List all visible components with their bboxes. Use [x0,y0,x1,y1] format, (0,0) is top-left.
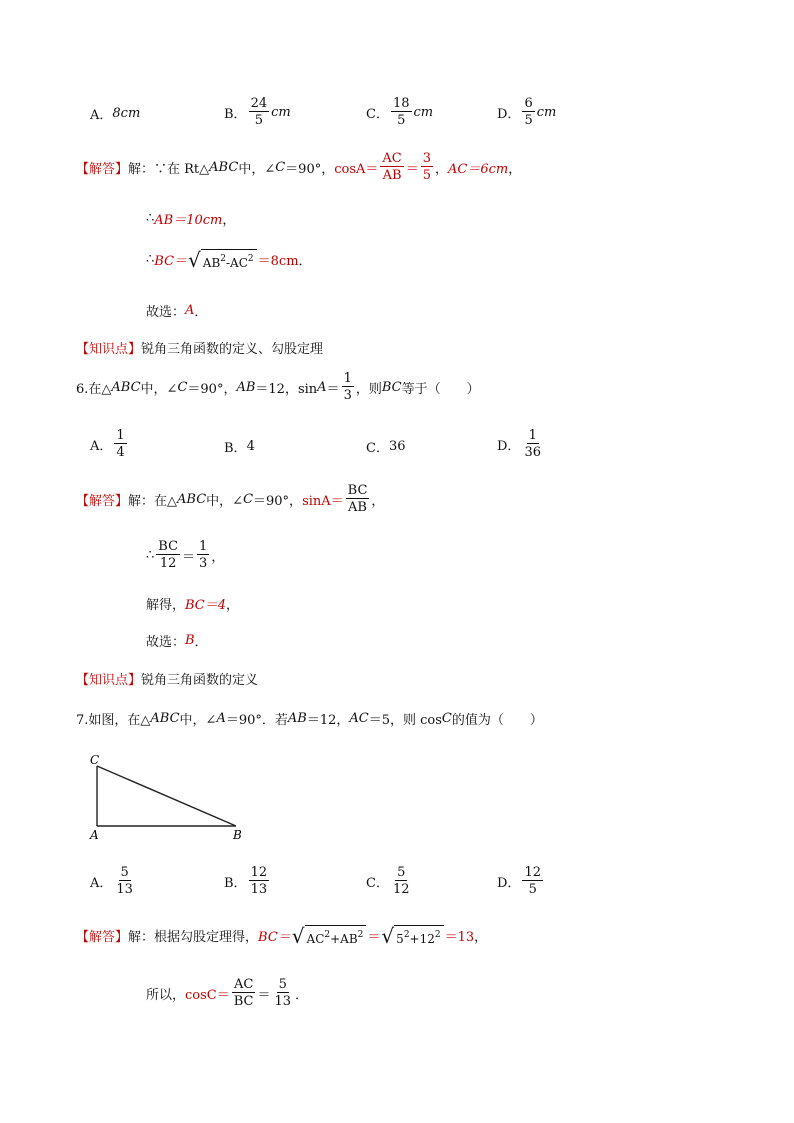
option-letter: C． [366,875,389,891]
fraction: $\frac{3}{5}$ [422,151,432,183]
q7-option-a[interactable] [90,866,137,896]
q6-stem [76,372,480,402]
text: ＝90°， [285,161,335,177]
text: ， [226,598,240,613]
text: ＝ [182,549,196,565]
option-letter: D． [497,875,521,891]
solution-tag: 【解答】 [76,161,129,177]
option-letter: D． [497,106,521,122]
q7-option-b[interactable] [224,866,271,896]
option-letter: D． [497,438,521,454]
q7-option-c[interactable] [366,866,414,896]
option-fraction: $\frac{18}{5}$ [392,96,410,128]
text: BC＝ [154,254,188,269]
text: cosC＝ [185,987,230,1003]
text: ． [194,635,208,650]
q5-option-b[interactable] [224,97,291,127]
text: ． [194,305,208,320]
text: 中，∠ [206,493,244,509]
text: ＝90°， [253,493,303,509]
text: cosA＝ [334,161,379,177]
q6-knowledge-point [76,669,258,688]
text: ＝12，sin [255,381,318,397]
vertex-label-a: A [90,828,99,842]
text: ， [474,930,488,945]
option-letter: B． [224,875,247,891]
solution-tag: 【解答】 [76,930,129,945]
fraction: $\frac{BC}{AB}$ [347,483,368,515]
q5-knowledge-point [76,338,323,357]
fraction: $\frac{5}{13}$ [274,977,292,1009]
text: C [243,491,254,507]
vertex-label-b: B [233,828,242,842]
text: ABC [150,711,180,726]
text: A [185,303,195,318]
text: ＝90°．若 [225,713,288,728]
text: ， [508,161,522,177]
option-letter: A． [90,438,113,454]
text: BC [381,379,402,395]
text: B [185,633,195,648]
option-fraction: $\frac{5}{13}$ [116,865,133,897]
q5-solution-line-2 [146,209,235,228]
q6-solution-line-1 [76,484,384,514]
text: C [275,159,286,175]
option-value: 36 [388,439,406,454]
text: 解：在△ [128,493,178,509]
option-fraction: $\frac{1}{4}$ [116,428,125,460]
text: AC [349,711,369,726]
q6-solution-line-4 [146,631,208,650]
side-bc [97,766,236,826]
fraction: $\frac{AC}{AB}$ [382,151,402,183]
text: ， [371,493,385,509]
text: ＝5，则 cos [368,713,442,728]
text: 的值为（ ） [451,713,543,728]
q5-solution-line-1 [76,152,521,182]
text: 故选： [146,305,186,320]
option-letter: C． [366,106,389,122]
option-fraction: $\frac{5}{12}$ [392,865,410,897]
square-root: √ $AC^2+AB^2$ [292,925,367,946]
knowledge-text: 锐角三角函数的定义、勾股定理 [141,342,324,357]
fraction: $\frac{1}{3}$ [343,371,352,403]
text: 解：∵在 Rt△ [128,161,210,177]
option-unit: cm [413,104,434,120]
text: 等于（ ） [401,381,480,397]
text: 解：根据勾股定理得， [128,930,259,945]
option-fraction: $\frac{12}{13}$ [250,865,268,897]
q5-option-a[interactable] [90,104,140,123]
text: 故选： [146,635,186,650]
square-root: √ $5^2+12^2$ [381,925,443,946]
option-letter: B． [224,106,247,122]
text: ， [211,549,225,565]
text: ＝12， [306,713,350,728]
q7-solution-line-1 [76,925,487,946]
text: ∴ [146,252,155,267]
text: ABC [209,159,239,175]
solution-tag: 【解答】 [76,493,129,509]
option-value: 4 [246,439,255,454]
text: ，则 [355,381,382,397]
knowledge-text: 锐角三角函数的定义 [141,673,259,688]
option-letter: A． [90,108,113,123]
text: ∴ [146,547,155,563]
text: ABC [177,491,207,507]
text: ＝13 [444,930,475,945]
q7-stem [76,709,543,728]
text: ＝8cm [257,254,299,269]
knowledge-tag: 【知识点】 [76,342,142,357]
text: AB [287,711,307,726]
text: AB＝10cm [154,213,223,228]
text: 解得， [146,598,186,613]
q6-option-c[interactable] [366,437,406,456]
vertex-label-c: C [90,753,100,767]
text: A [317,379,327,395]
text: ＝90°， [187,381,237,397]
text: ＝ [326,381,340,397]
text: A [216,711,226,726]
text: ABC [111,379,141,395]
option-unit: cm [536,104,557,120]
text: C [441,711,452,726]
option-fraction: $\frac{6}{5}$ [524,96,533,128]
text: 6.在△ [76,381,112,397]
triangle-figure [84,750,254,844]
text: 所以， [146,987,186,1003]
fraction: $\frac{BC}{12}$ [158,539,179,571]
q7-option-d[interactable] [497,866,545,896]
text: 中，∠ [179,713,217,728]
text: 7.如图，在△ [76,713,151,728]
text: AB [236,379,256,395]
text: ＝ [367,930,381,945]
option-value: 8cm [112,106,141,121]
text: 中，∠ [238,161,276,177]
option-unit: cm [271,104,291,120]
q6-solution-line-3 [146,594,239,613]
option-letter: B． [224,441,247,456]
q5-option-d[interactable] [497,97,556,127]
square-root: √ $AB^2-AC^2$ [188,249,257,270]
option-fraction: $\frac{12}{5}$ [524,865,541,897]
q6-option-a[interactable] [90,429,129,459]
fraction: $\frac{1}{3}$ [199,539,208,571]
text: BC＝4 [185,598,227,613]
text: ∴ [146,211,155,226]
text: ＝ [257,987,271,1003]
option-fraction: $\frac{1}{36}$ [524,428,541,460]
knowledge-tag: 【知识点】 [76,673,142,688]
text: AC＝6cm [448,161,509,177]
q6-solution-line-2 [146,540,224,570]
text: ， [435,161,449,177]
option-letter: C． [366,441,389,456]
text: ， [222,213,236,228]
q5-solution-line-3 [146,249,312,270]
fraction: $\frac{AC}{BC}$ [233,977,254,1009]
option-letter: A． [90,875,113,891]
q5-solution-line-4 [146,301,207,320]
text: ． [295,987,309,1003]
q5-option-c[interactable] [366,97,433,127]
text: 中，∠ [140,381,178,397]
text: ． [298,254,312,269]
text: ＝ [405,161,419,177]
q6-option-d[interactable] [497,429,545,459]
option-fraction: $\frac{24}{5}$ [250,96,268,128]
text: C [177,379,188,395]
q7-solution-line-2 [146,978,308,1008]
q6-option-b[interactable] [224,437,255,456]
text: BC＝ [258,930,291,945]
text: sinA＝ [302,493,344,509]
